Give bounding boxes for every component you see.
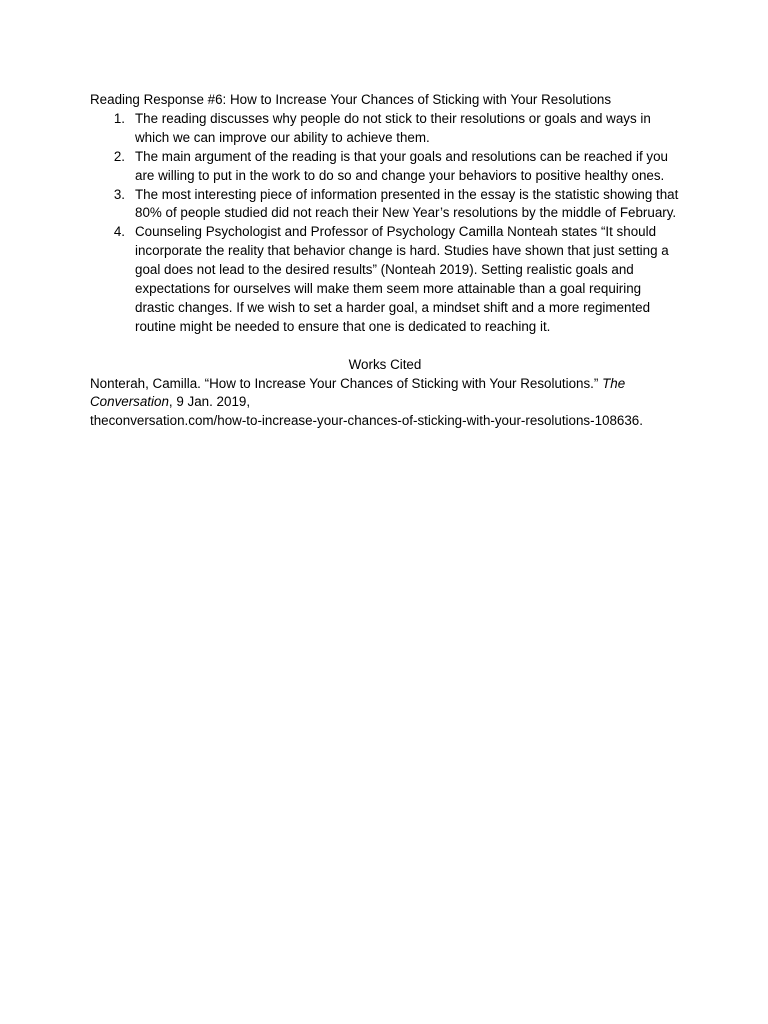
list-item-text: The reading discusses why people do not stick to their resolutions or goals and ways in which we can improve our ability to achieve them.	[135, 110, 651, 145]
citation-date: , 9 Jan. 2019,	[168, 394, 251, 410]
list-item	[90, 148, 680, 186]
works-cited-heading: Works Cited	[348, 356, 422, 372]
citation-author-title: Nonterah, Camilla. “How to Increase Your Chances of Sticking with Your Resolutions.”	[90, 375, 603, 391]
list-item	[90, 223, 680, 336]
works-cited-entry	[90, 375, 680, 432]
list-item-text: Counseling Psychologist and Professor of Psychology Camilla Nonteah states “It should incorporate the reality that behavior change is hard. Studies have shown that just setting a goal does not lead to the desired results” (Nonteah 2019). Setting realistic goals and expectations for ourselves will make them seem more attainable than a goal requiring drastic changes. If we wish to set a harder goal, a mindset shift and a more regimented routine might be needed to ensure that one is dedicated to reaching it.	[135, 224, 669, 334]
list-item-number: 2.	[113, 148, 125, 164]
document-title: Reading Response #6: How to Increase Your Chances of Sticking with Your Resolutions	[90, 92, 612, 107]
list-item	[90, 110, 680, 148]
response-list	[90, 110, 680, 337]
citation-url: theconversation.com/how-to-increase-your-chances-of-sticking-with-your-resolutions-108636.	[90, 413, 643, 429]
list-item	[90, 186, 680, 224]
list-item-number: 4.	[113, 224, 125, 240]
citation-publication: The Conversation	[90, 375, 626, 410]
list-item-number: 1.	[113, 110, 125, 126]
list-item-text: The most interesting piece of information presented in the essay is the statistic showing that 80% of people studied did not reach their New Year’s resolutions by the middle of February.	[135, 186, 679, 221]
list-item-number: 3.	[113, 186, 125, 202]
document-page	[90, 91, 680, 431]
list-item-text: The main argument of the reading is that your goals and resolutions can be reached if you are willing to put in the work to do so and change your behaviors to positive healthy ones.	[135, 148, 668, 183]
